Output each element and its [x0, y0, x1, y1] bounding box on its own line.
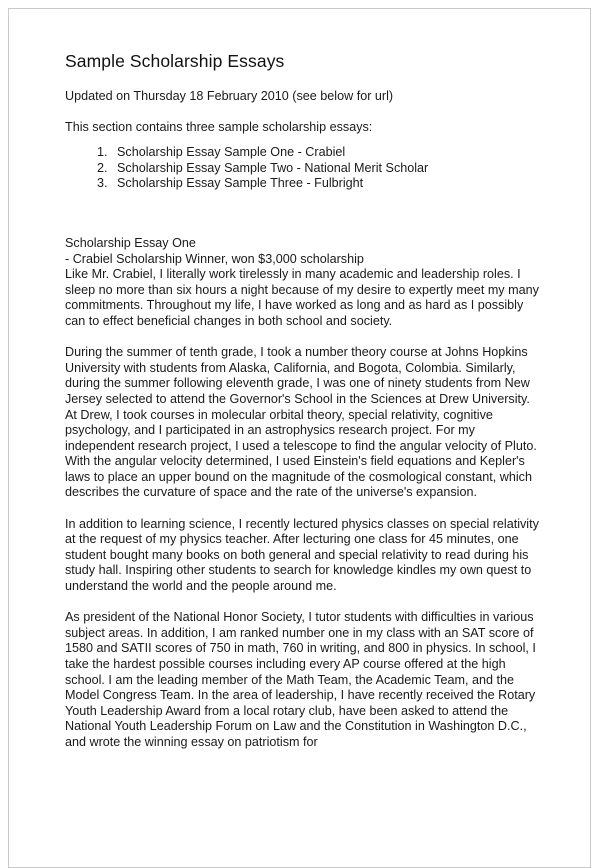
section-spacer	[65, 192, 543, 236]
list-item: 3. Scholarship Essay Sample Three - Fulbright	[111, 176, 543, 192]
document-page	[8, 8, 591, 868]
paragraph-spacer	[65, 501, 543, 517]
paragraph-spacer	[65, 330, 543, 346]
essay-paragraph: In addition to learning science, I recently lectured physics classes on special relativity at the request of my physics teacher. After lecturing one class for 45 minutes, one student bought many books on both general and special relativity to read during his study hall. Inspiring other students to search for knowledge kindles my own quest to understand the world and the people around me.	[65, 516, 539, 594]
essay-one-heading: Scholarship Essay One	[65, 235, 196, 250]
essay-paragraph: Like Mr. Crabiel, I literally work tirelessly in many academic and leadership roles. I sleep no more than six hours a night because of my desire to expertly meet my many commitments. Throughout my life, I have worked as long and as hard as I possibly can to effect beneficial changes in both school and society.	[65, 267, 539, 328]
list-item: 2. Scholarship Essay Sample Two - National Merit Scholar	[111, 161, 543, 177]
essay-paragraph: As president of the National Honor Society, I tutor students with difficulties in various subject areas. In addition, I am ranked number one in my class with an SAT score of 1580 and SATII scores of 750 in math, 760 in writing, and 800 in physics. In school, I take the hardest possible courses including every AP course offered at the high school. I am the leading member of the Math Team, the Academic Team, and the Model Congress Team. In the area of leadership, I have recently received the Rotary Youth Leadership Award from a local rotary club, have been asked to attend the National Youth Leadership Forum on Law and the Constitution in Washington D.C., and wrote the winning essay on patriotism for	[65, 610, 536, 749]
intro-line: This section contains three sample scholarship essays:	[65, 119, 373, 134]
essay-one-subheading: - Crabiel Scholarship Winner, won $3,000 scholarship	[65, 251, 364, 266]
paragraph-spacer	[65, 595, 543, 611]
page-title: Sample Scholarship Essays	[65, 51, 285, 71]
essay-paragraph: During the summer of tenth grade, I took a number theory course at Johns Hopkins University with students from Alaska, California, and Bogota, Colombia. Similarly, during the summer following eleventh grade, I was one of ninety students from New Jersey selected to attend the Governor's School in the Sciences at Drew University. At Drew, I took courses in molecular orbital theory, special relativity, cognitive psychology, and I participated in an astrophysics research project. For my independent research project, I used a telescope to find the angular velocity of Pluto. With the angular velocity determined, I used Einstein's field equations and Kepler's laws to place an upper bound on the magnitude of the cosmological constant, which describes the curvature of space and the rate of the universe's expansion.	[65, 345, 537, 500]
document-content	[65, 51, 543, 751]
list-item: 1. Scholarship Essay Sample One - Crabiel	[111, 145, 543, 161]
essay-sample-list	[65, 145, 543, 192]
updated-date-line: Updated on Thursday 18 February 2010 (see below for url)	[65, 89, 394, 103]
